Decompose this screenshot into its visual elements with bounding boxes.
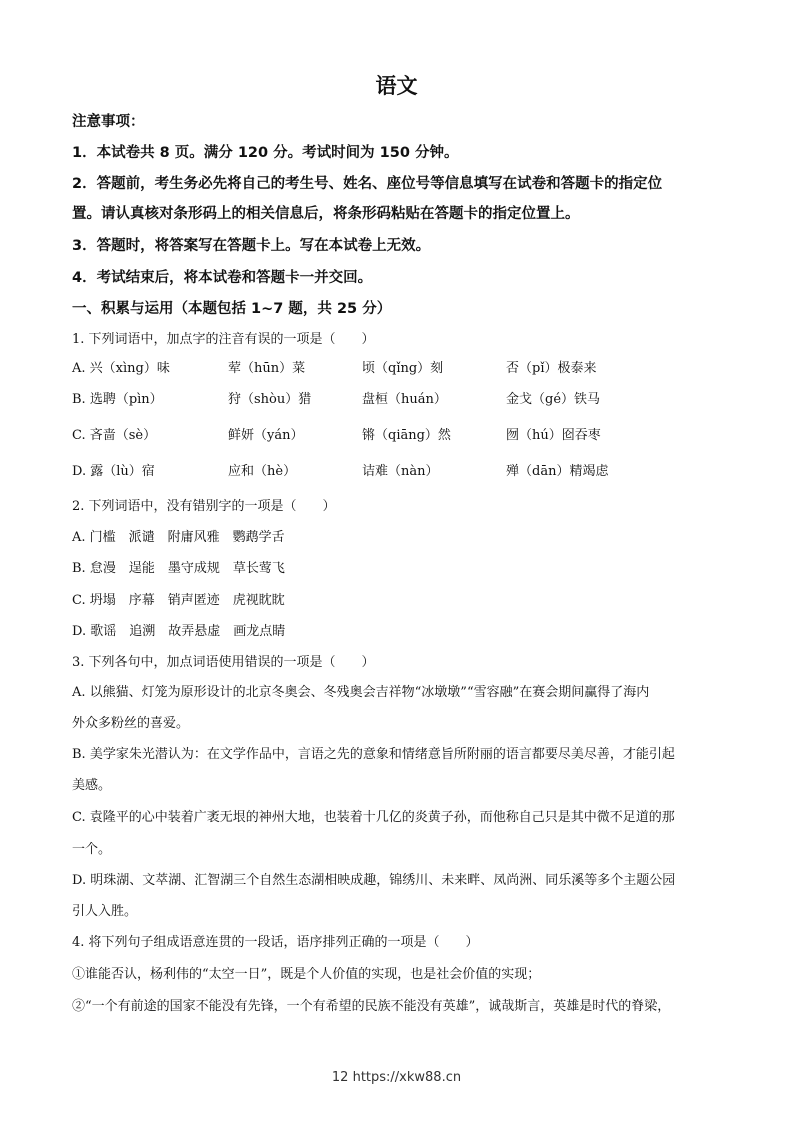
q2-option: C. 坍塌 序幕 销声匿迹 虎视眈眈 (72, 593, 285, 608)
question-stem: 3. 下列各句中，加点词语使用错误的一项是（ ） (72, 655, 375, 670)
q2-option: A. 门槛 派谴 附庸风雅 鹦鹉学舌 (72, 530, 285, 545)
q2-option: D. 歌谣 追溯 故弄悬虚 画龙点睛 (72, 624, 286, 639)
q3-line: 一个。 (72, 842, 112, 857)
q1-option-cell: A. 兴（xìng）味 (72, 361, 170, 376)
q2-option: B. 怠漫 逞能 墨守成规 草长莺飞 (72, 561, 285, 576)
q1-option-cell: C. 吝啬（sè） (72, 428, 157, 443)
q1-option-cell: 应和（hè） (228, 464, 297, 479)
q1-option-cell: 金戈（gé）铁马 (506, 392, 601, 407)
q3-line: 外众多粉丝的喜爱。 (72, 716, 190, 731)
q1-option-cell: B. 选聘（pìn） (72, 392, 163, 407)
q3-line: D. 明珠湖、文萃湖、汇智湖三个自然生态湖相映成趣，锦绣川、未来畔、凤尚洲、同乐溪等多个主题公园 (72, 873, 676, 888)
q1-option-cell: D. 露（lù）宿 (72, 464, 155, 479)
q3-line: B. 美学家朱光潜认为：在文学作品中，言语之先的意象和情绪意旨所附丽的语言都要尽美尽善，才能引起 (72, 747, 675, 762)
q4-line: ②“一个有前途的国家不能没有先锋，一个有希望的民族不能没有英雄”，诚哉斯言，英雄是时代的脊梁， (72, 999, 671, 1014)
notice-item: 3．答题时，将答案写在答题卡上。写在本试卷上无效。 (72, 238, 431, 254)
notice-item: 4．考试结束后，将本试卷和答题卡一并交回。 (72, 270, 373, 286)
q1-option-cell: 顷（qǐng）刻 (362, 361, 444, 376)
q3-line: 引人入胜。 (72, 904, 138, 919)
notice-item: 置。请认真核对条形码上的相关信息后，将条形码粘贴在答题卡的指定位置上。 (72, 206, 580, 222)
q1-option-cell: 狩（shòu）猎 (228, 392, 312, 407)
q3-line: C. 袁隆平的心中装着广袤无垠的神州大地，也装着十几亿的炎黄子孙，而他称自己只是其中微不足道的那 (72, 810, 675, 825)
q1-option-cell: 盘桓（huán） (362, 392, 447, 407)
q1-option-cell: 锵（qiāng）然 (362, 428, 451, 443)
question-stem: 4. 将下列句子组成语意连贯的一段话，语序排列正确的一项是（ ） (72, 935, 479, 950)
section-heading: 一、积累与运用（本题包括 1~7 题，共 25 分） (72, 301, 392, 317)
q1-option-cell: 荤（hūn）菜 (228, 361, 306, 376)
q3-line: 美感。 (72, 778, 112, 793)
notice-item: 2．答题前，考生务必先将自己的考生号、姓名、座位号等信息填写在试卷和答题卡的指定位 (72, 176, 663, 192)
q1-option-cell: 鲜妍（yán） (228, 428, 304, 443)
q3-line: A. 以熊猫、灯笼为原形设计的北京冬奥会、冬残奥会吉祥物“冰墩墩”“雪容融”在赛会期间赢得了海内 (72, 685, 650, 700)
notice-item: 1．本试卷共 8 页。满分 120 分。考试时间为 150 分钟。 (72, 145, 459, 161)
q4-line: ①谁能否认，杨利伟的“太空一日”，既是个人价值的实现，也是社会价值的实现； (72, 967, 541, 982)
q1-option-cell: 囫（hú）囵吞枣 (506, 428, 601, 443)
q1-option-cell: 否（pǐ）极泰来 (506, 361, 597, 376)
page-title: 语文 (375, 74, 418, 98)
question-stem: 2. 下列词语中，没有错别字的一项是（ ） (72, 499, 336, 514)
q1-option-cell: 殚（dān）精竭虑 (506, 464, 609, 479)
question-stem: 1. 下列词语中，加点字的注音有误的一项是（ ） (72, 332, 375, 347)
notice-heading: 注意事项： (72, 114, 145, 130)
page-footer: 12 https://xkw88.cn (331, 1070, 462, 1085)
q1-option-cell: 诘难（nàn） (362, 464, 439, 479)
